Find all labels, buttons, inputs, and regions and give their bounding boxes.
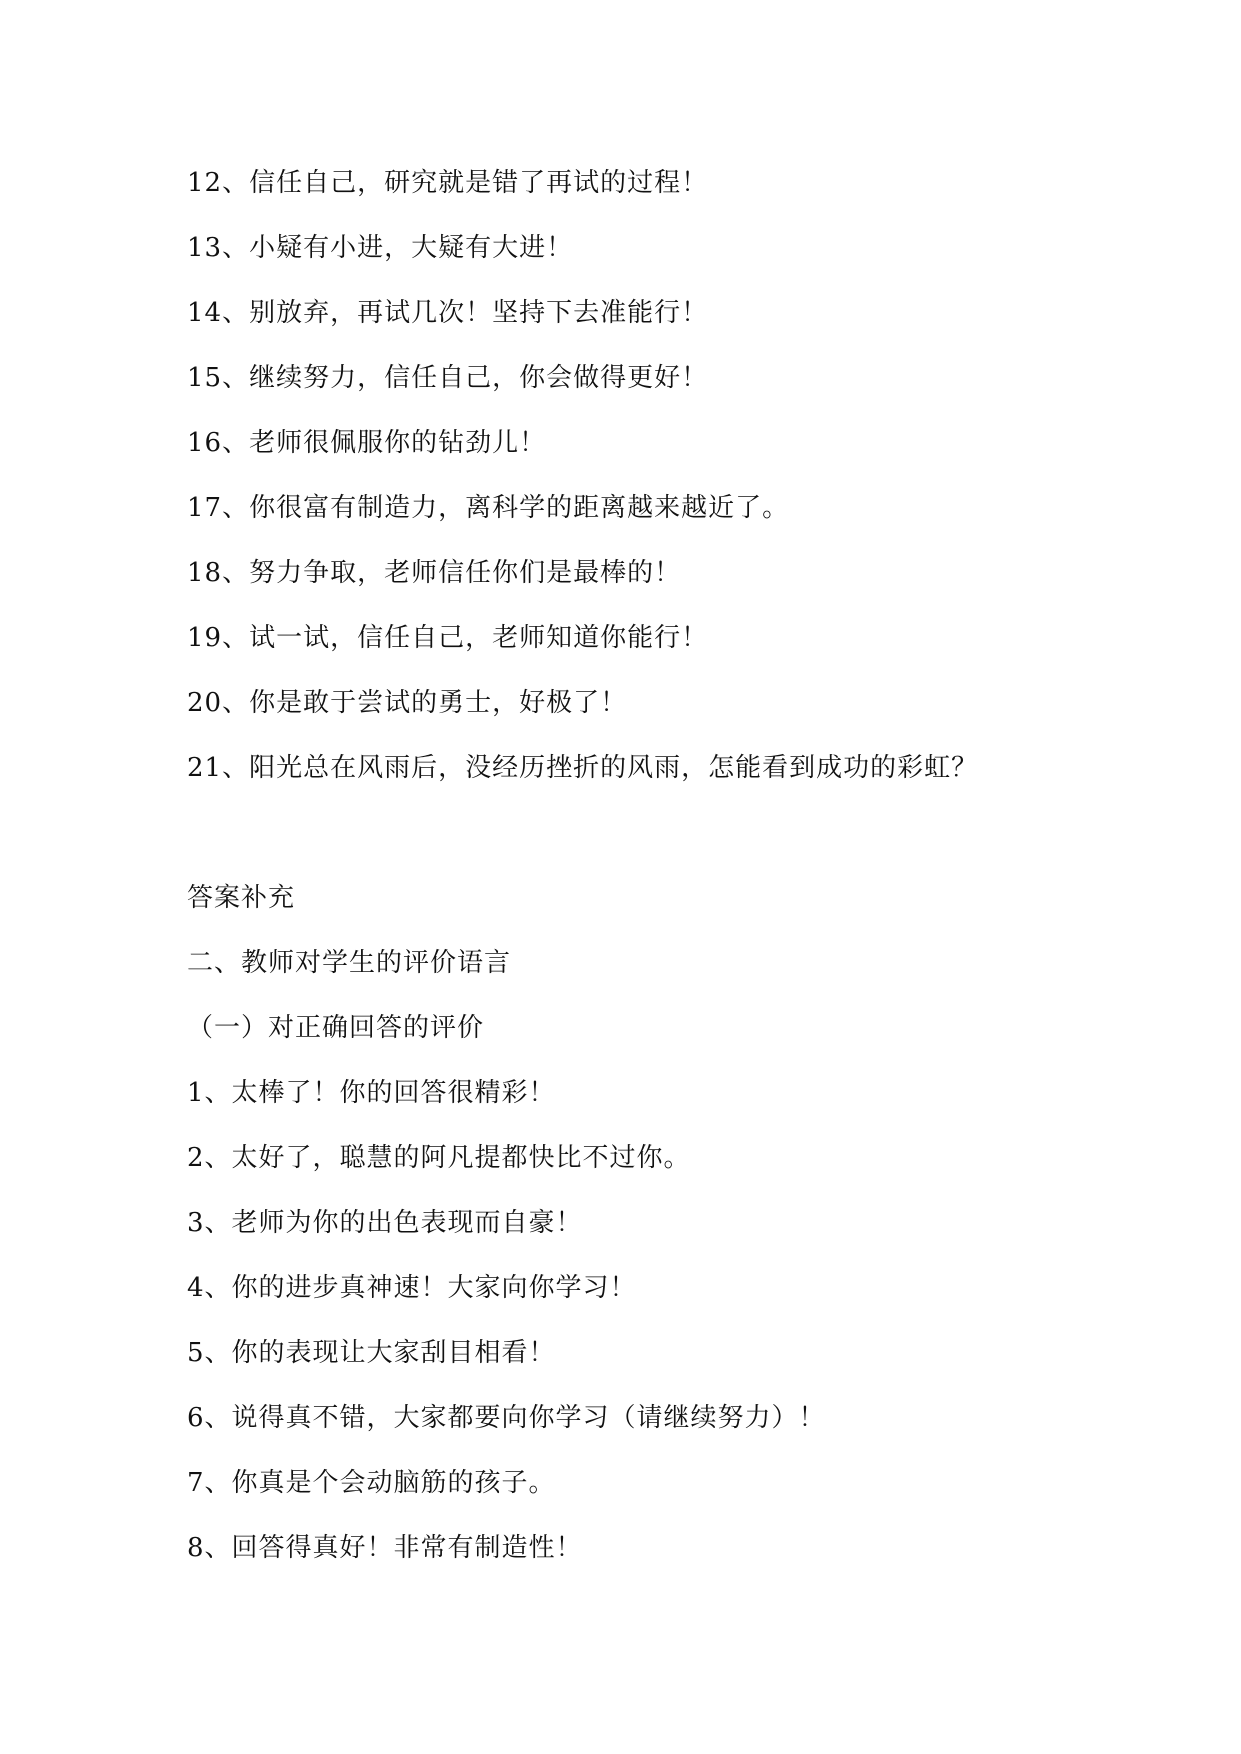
section-subheading: 二、教师对学生的评价语言: [187, 948, 512, 978]
encouragement-list: [187, 151, 1147, 801]
list-item: 15、继续努力，信任自己，你会做得更好！: [187, 363, 709, 393]
list-item: 21、阳光总在风雨后，没经历挫折的风雨，怎能看到成功的彩虹？: [187, 753, 979, 783]
list-item: 16、老师很佩服你的钻劲儿！: [187, 428, 547, 458]
list-item: 6、说得真不错，大家都要向你学习（请继续努力）！: [187, 1403, 826, 1433]
category-heading: （一）对正确回答的评价: [187, 1013, 485, 1043]
list-item: 4、你的进步真神速！大家向你学习！: [187, 1273, 637, 1303]
answer-supplement-section: [187, 866, 1147, 1581]
list-item: 5、你的表现让大家刮目相看！: [187, 1338, 556, 1368]
list-item: 7、你真是个会动脑筋的孩子。: [187, 1468, 556, 1498]
list-item: 8、回答得真好！非常有制造性！: [187, 1533, 583, 1563]
list-item: 2、太好了，聪慧的阿凡提都快比不过你。: [187, 1143, 691, 1173]
section-heading: 答案补充: [187, 883, 296, 913]
list-item: 14、别放弃，再试几次！坚持下去准能行！: [187, 298, 709, 328]
list-item: 1、太棒了！你的回答很精彩！: [187, 1078, 556, 1108]
list-item: 3、老师为你的出色表现而自豪！: [187, 1208, 583, 1238]
list-item: 17、你很富有制造力，离科学的距离越来越近了。: [187, 493, 790, 523]
list-item: 13、小疑有小进，大疑有大进！: [187, 233, 574, 263]
list-item: 20、你是敢于尝试的勇士，好极了！: [187, 688, 628, 718]
list-item: 19、试一试，信任自己，老师知道你能行！: [187, 623, 709, 653]
list-item: 12、信任自己，研究就是错了再试的过程！: [187, 168, 709, 198]
list-item: 18、努力争取，老师信任你们是最棒的！: [187, 558, 682, 588]
